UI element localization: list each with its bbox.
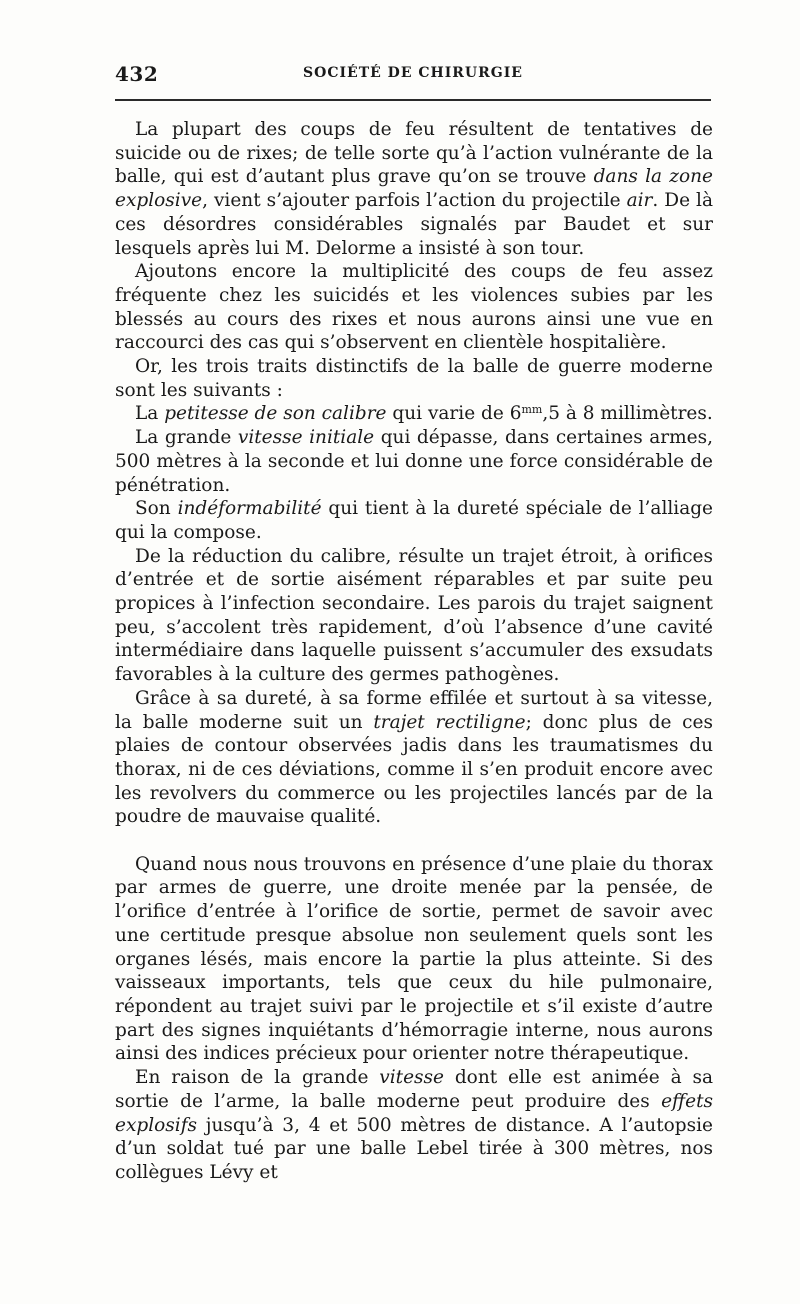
- italic-run: air: [626, 190, 653, 212]
- italic-run: vitesse: [379, 1067, 444, 1089]
- paragraph: [115, 545, 713, 687]
- text-run: , vient s’ajouter parfois l’action du projectile: [202, 190, 627, 212]
- paragraph: [115, 402, 713, 426]
- paragraph: [115, 687, 713, 829]
- superscript-run: mm: [521, 403, 543, 417]
- text-run: ; donc plus de ces plaies de contour observées jadis dans les traumatismes du thorax, ni de ces déviations, comme il s’en produit encore avec les revolvers du commerce ou les projectiles lancés par de la poudre de mauvaise qualité.: [115, 711, 713, 828]
- paragraph: [115, 355, 713, 402]
- body-text: [115, 118, 713, 1185]
- header-rule: [115, 99, 711, 101]
- text-run: De la réduction du calibre, résulte un trajet étroit, à orifices d’entrée et de sortie aisément réparables et par suite peu propices à l’infection secondaire. Les parois du trajet saignent peu, s’accolent très rapidement, d’où l’absence d’une cavité intermédiaire dans laquelle puissent s’accumuler des exsudats favorables à la culture des germes pathogènes.: [115, 545, 713, 686]
- text-run: Grâce à sa dureté, à sa forme effilée et surtout à sa vitesse, la balle moderne suit un: [115, 687, 713, 733]
- text-run: dont elle est animée à sa sortie de l’arme, la balle moderne peut produire des: [115, 1067, 713, 1112]
- page-number: 432: [115, 62, 159, 86]
- text-run: La: [135, 403, 165, 425]
- text-run: La plupart des coups de feu résultent de tentatives de suicide ou de rixes; de telle sorte qu’à l’action vulnérante de la balle, qui est d’autant plus grave qu’on se trouve: [115, 119, 713, 188]
- text-run: En raison de la grande: [135, 1067, 380, 1089]
- italic-run: trajet rectiligne: [373, 711, 526, 733]
- italic-run: vitesse initiale: [237, 427, 375, 449]
- running-title: SOCIÉTÉ DE CHIRURGIE: [303, 65, 523, 81]
- page-header: [115, 62, 711, 86]
- paragraph: [115, 497, 713, 544]
- paragraph: [115, 426, 713, 497]
- text-run: Or, les trois traits distinctifs de la balle de guerre moderne sont les suivants :: [115, 356, 713, 401]
- text-run: qui tient à la dureté spéciale de l’alliage qui la compose.: [115, 498, 714, 543]
- text-run: Quand nous nous trouvons en présence d’une plaie du thorax par armes de guerre, une droite menée par la pensée, de l’orifice d’entrée à l’orifice de sortie, permet de savoir avec une certitude presque absolue non seulement quels sont les organes lésés, mais encore la partie la plus atteinte. Si des vaisseaux importants, tels que ceux du hile pulmonaire, répondent au trajet suivi par le projectile et s’il existe d’autre part des signes inquiétants d’hémorragie interne, nous aurons ainsi des indices précieux pour orienter notre thérapeutique.: [115, 853, 713, 1065]
- text-run: qui dépasse, dans certaines armes, 500 mètres à la seconde et lui donne une force considérable de pénétration.: [115, 427, 714, 496]
- italic-run: indéformabilité: [177, 498, 322, 520]
- text-run: Son: [135, 498, 178, 520]
- text-run: qui varie de 6: [386, 403, 522, 425]
- italic-run: petitesse de son calibre: [164, 403, 387, 425]
- paragraph: [115, 118, 713, 260]
- paragraph: [115, 260, 713, 355]
- paragraph: [115, 853, 713, 1066]
- text-run: . De là ces désordres considérables signalés par Baudet et sur lesquels après lui M. Delorme a insisté à son tour.: [115, 190, 713, 259]
- italic-run: effets explosifs: [115, 1090, 713, 1136]
- paragraph: [115, 1066, 713, 1185]
- text-run: La grande: [135, 427, 238, 449]
- italic-run: dans la zone explosive: [115, 166, 713, 212]
- text-run: Ajoutons encore la multiplicité des coups de feu assez fréquente chez les suicidés et les violences subies par les blessés au cours des rixes et nous aurons ainsi une vue en raccourci des cas qui s’observent en clientèle hospitalière.: [115, 261, 713, 354]
- text-run: ,5 à 8 millimètres.: [542, 403, 713, 425]
- text-run: jusqu’à 3, 4 et 500 mètres de distance. A l’autopsie d’un soldat tué par une balle Lebel tirée à 300 mètres, nos collègues Lévy et: [115, 1114, 713, 1183]
